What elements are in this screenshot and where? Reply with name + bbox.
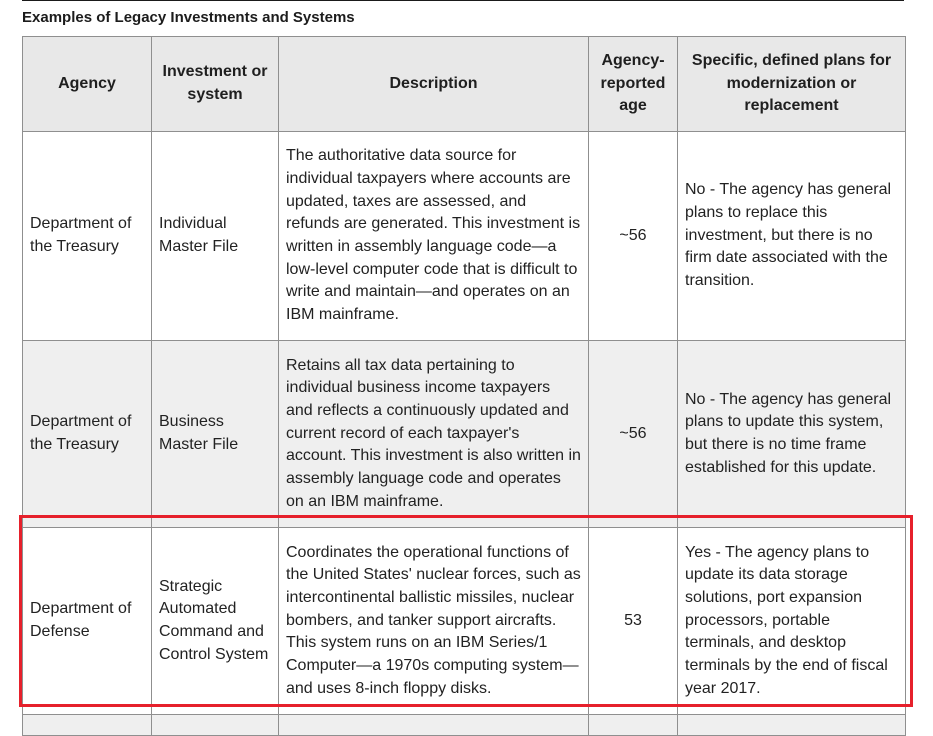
header-age: Agency-reported age xyxy=(589,37,678,132)
table-row-partial xyxy=(23,715,906,736)
cell-agency: Department of the Treasury xyxy=(23,132,152,341)
cell-agency: Department of the Treasury xyxy=(23,341,152,528)
cell-age: ~56 xyxy=(589,341,678,528)
cell-description: Retains all tax data pertaining to individual business income taxpayers and reflects a continuously updated and current record of each taxpayer's account. This investment is also written in assembly language code and operates on an IBM mainframe. xyxy=(279,341,589,528)
table-row xyxy=(23,132,906,341)
table-row xyxy=(23,528,906,715)
cell-plans: No - The agency has general plans to replace this investment, but there is no firm date associated with the transition. xyxy=(678,132,906,341)
table-caption: Examples of Legacy Investments and Systems xyxy=(22,9,355,26)
cell-age: ~56 xyxy=(589,132,678,341)
cell-agency: Department of Defense xyxy=(23,528,152,715)
cell-description: The authoritative data source for individual taxpayers where accounts are updated, taxes are assessed, and refunds are generated. This investment is written in assembly language code—a low-level computer code that is difficult to write and maintain—and operates on an IBM mainframe. xyxy=(279,132,589,341)
header-investment: Investment or system xyxy=(152,37,279,132)
header-agency: Agency xyxy=(23,37,152,132)
cell-age: 53 xyxy=(589,528,678,715)
cell-description: Coordinates the operational functions of the United States' nuclear forces, such as intercontinental ballistic missiles, nuclear bombers, and tanker support aircrafts. This system runs on an IBM Series/1 Computer—a 1970s computing system—and uses 8-inch floppy disks. xyxy=(279,528,589,715)
header-row xyxy=(23,37,906,132)
legacy-systems-table xyxy=(22,36,906,736)
cell-plans: Yes - The agency plans to update its data storage solutions, port expansion processors, portable terminals, and desktop terminals by the end of fiscal year 2017. xyxy=(678,528,906,715)
cell-plans: No - The agency has general plans to update this system, but there is no time frame established for this update. xyxy=(678,341,906,528)
cell-investment: Individual Master File xyxy=(152,132,279,341)
top-rule xyxy=(22,0,904,1)
table-row xyxy=(23,341,906,528)
cell-investment: Business Master File xyxy=(152,341,279,528)
cell-investment: Strategic Automated Command and Control System xyxy=(152,528,279,715)
header-description: Description xyxy=(279,37,589,132)
header-plans: Specific, defined plans for modernization or replacement xyxy=(678,37,906,132)
